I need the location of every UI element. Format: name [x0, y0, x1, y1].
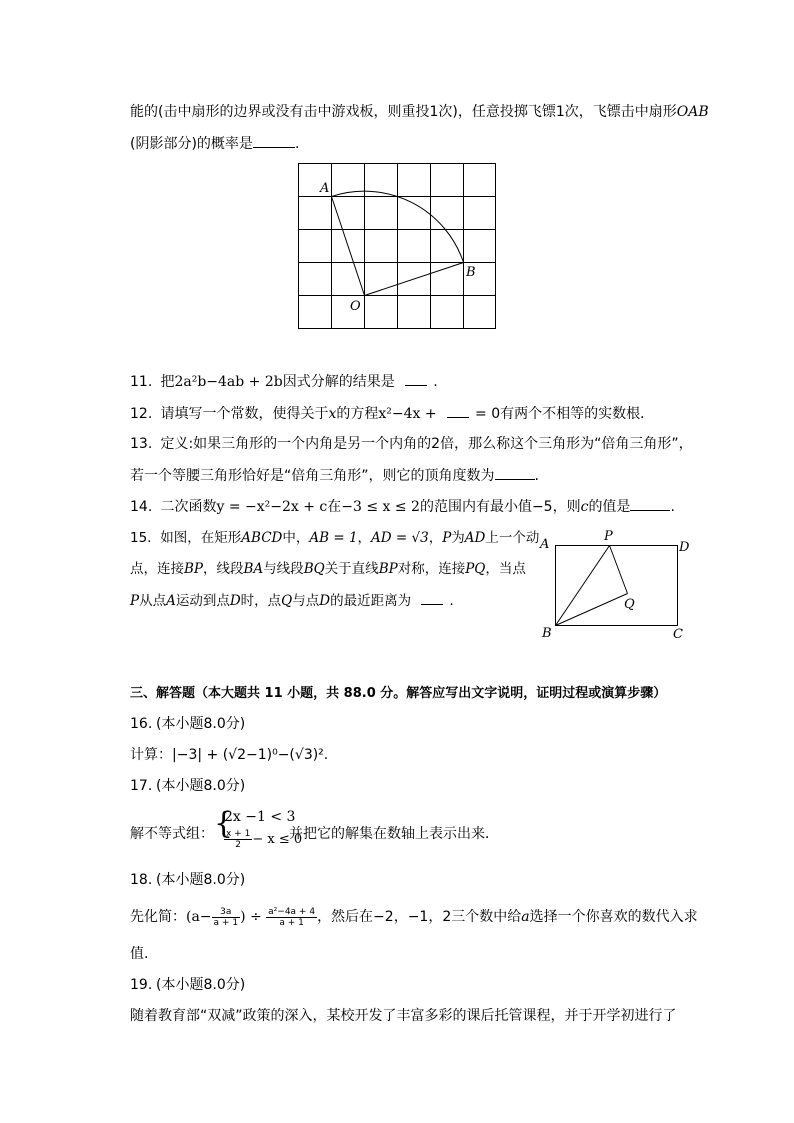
rectangle-lines — [556, 546, 678, 626]
label-c: C — [673, 627, 683, 642]
question-15-line-2: 点，连接BP，线段BA与线段BQ关于直线BP对称，连接PQ，当点 — [130, 561, 526, 577]
answer-blank — [447, 403, 469, 418]
label-d: D — [679, 540, 690, 555]
label-b: B — [466, 265, 476, 280]
question-15-line-3: P从点A运动到点D时，点Q与点D的最近距离为 . — [130, 590, 454, 611]
label-q: Q — [624, 597, 635, 612]
figure-sector-grid — [290, 158, 505, 336]
question-12: 12. 请填写一个常数，使得关于x的方程x²−4x + = 0有两个不相等的实数根． — [130, 403, 654, 424]
question-13-line-2: 若一个等腰三角形恰好是“倍角三角形”，则它的顶角度数为 . — [130, 465, 539, 486]
question-11: 11. 把2a²b−4ab + 2b因式分解的结果是 . — [130, 371, 438, 392]
question-17-header: 17. (本小题8.0分) — [130, 778, 246, 794]
label-o: O — [350, 299, 361, 314]
label-a: A — [540, 537, 550, 552]
question-19-body: 随着教育部“双减”政策的深入，某校开发了丰富多彩的课后托管课程，并于开学初进行了 — [130, 1008, 677, 1024]
question-15-line-1: 15. 如图，在矩形ABCD中，AB = 1，AD = √3，P为AD上一个动 — [130, 530, 540, 546]
label-a: A — [320, 181, 330, 196]
answer-blank — [405, 371, 427, 386]
system-brace: { — [214, 806, 234, 841]
question-18-body: 先化简：(a− $\frac{3a}{a + 1}$ ) ÷ $\frac{\text{a²−4a + 4}}{a + 1}$ ，然后在−2，−1，2三个数中给a选择一个你喜欢的数代入求 — [130, 906, 698, 928]
ineq-2: $\frac{x + 1}{2}$ − x ≤ 0 — [226, 829, 303, 850]
question-14: 14. 二次函数y = −x²−2x + c在−3 ≤ x ≤ 2的范围内有最小值−5，则c的值是 . — [130, 496, 675, 517]
question-16-header: 16. (本小题8.0分) — [130, 716, 246, 732]
question-16-body: 计算：|−3| + (√2−1)⁰−(√3)². — [130, 747, 329, 763]
answer-blank — [495, 465, 535, 480]
label-p: P — [604, 529, 613, 544]
label-b: B — [542, 626, 552, 641]
answer-blank — [421, 590, 443, 605]
var-oab: OAB — [676, 104, 709, 120]
question-18-body-line-2: 值. — [130, 946, 149, 962]
answer-blank — [630, 496, 670, 511]
text-line-top-1: 能的(击中扇形的边界或没有击中游戏板，则重投1次)，任意投掷飞镖1次，飞镖击中扇形OAB — [130, 104, 709, 120]
text-line-top-2: (阴影部分)的概率是 . — [130, 133, 299, 154]
question-19-header: 19. (本小题8.0分) — [130, 977, 246, 993]
answer-blank — [253, 133, 295, 148]
question-18-header: 18. (本小题8.0分) — [130, 872, 246, 888]
figure-rectangle-abcd — [535, 525, 700, 645]
question-13-line-1: 13. 定义:如果三角形的一个内角是另一个内角的2倍，那么称这个三角形为“倍角三角形”， — [130, 436, 693, 452]
section-3-title: 三、解答题（本大题共 11 小题，共 88.0 分。解答应写出文字说明，证明过程或演算步骤） — [130, 686, 667, 701]
